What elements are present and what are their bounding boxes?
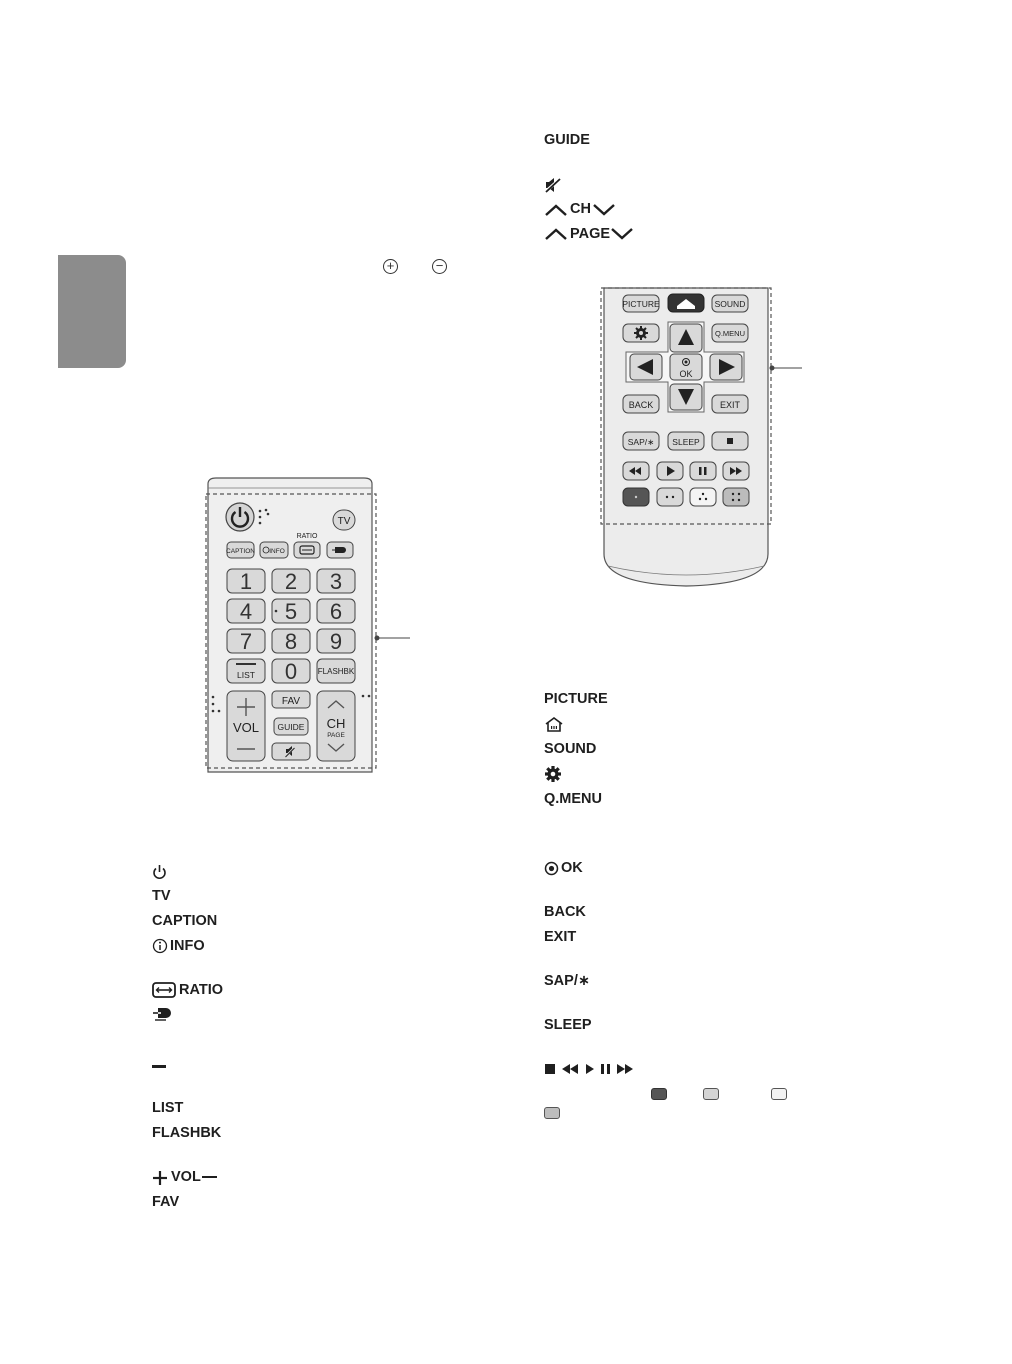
green-button bbox=[657, 488, 683, 506]
right-remote-illustration bbox=[596, 284, 810, 590]
fav-button-label: FAV bbox=[281, 696, 301, 707]
page-down-icon bbox=[610, 227, 634, 241]
blue-button bbox=[723, 488, 749, 506]
sap-button-label: SAP/∗ bbox=[627, 437, 655, 447]
input-icon bbox=[152, 1006, 172, 1022]
legend-tv: TV bbox=[152, 888, 171, 904]
legend-ratio: RATIO bbox=[179, 982, 224, 998]
green-chip-icon bbox=[703, 1088, 719, 1100]
ok-button-label: OK bbox=[679, 369, 693, 379]
digit-8: 8 bbox=[284, 629, 298, 654]
legend-flashbk: FLASHBK bbox=[152, 1125, 222, 1141]
picture-button-label: PICTURE bbox=[622, 299, 660, 309]
ch-down-icon bbox=[592, 203, 616, 217]
dash-icon bbox=[152, 1065, 166, 1068]
power-icon bbox=[152, 864, 167, 880]
yellow-button bbox=[690, 488, 716, 506]
minus-circle-icon: − bbox=[432, 259, 447, 274]
mute-icon bbox=[544, 176, 562, 194]
ratio-icon bbox=[152, 982, 176, 998]
legend-sap: SAP/∗ bbox=[544, 973, 590, 989]
ok-icon bbox=[544, 861, 559, 876]
playback-icons bbox=[544, 1062, 636, 1076]
legend-back: BACK bbox=[544, 904, 586, 920]
blue-chip-icon bbox=[544, 1107, 560, 1119]
power-button bbox=[226, 503, 254, 531]
ratio-label: RATIO bbox=[296, 533, 318, 540]
legend-list: LIST bbox=[152, 1100, 184, 1116]
page-up-icon bbox=[544, 227, 568, 241]
ch-up-icon bbox=[544, 203, 568, 217]
pause-button bbox=[690, 462, 716, 480]
home-icon bbox=[544, 716, 564, 733]
red-chip-icon bbox=[651, 1088, 667, 1100]
page-button-label: PAGE bbox=[327, 732, 345, 739]
digit-5: 5 bbox=[284, 599, 298, 624]
info-icon bbox=[152, 938, 168, 954]
minus-icon bbox=[202, 1176, 217, 1178]
sound-button-label: SOUND bbox=[714, 299, 746, 309]
vol-label: VOL bbox=[232, 720, 260, 735]
digit-9: 9 bbox=[329, 629, 343, 654]
legend-qmenu: Q.MENU bbox=[544, 791, 602, 807]
digit-3: 3 bbox=[329, 569, 343, 594]
exit-button-label: EXIT bbox=[719, 400, 741, 410]
digit-7: 7 bbox=[239, 629, 253, 654]
digit-1: 1 bbox=[239, 569, 253, 594]
guide-label: GUIDE bbox=[544, 132, 590, 148]
left-remote-illustration bbox=[196, 474, 420, 774]
settings-icon bbox=[544, 765, 562, 783]
caption-button-label: CAPTION bbox=[226, 548, 255, 555]
back-button-label: BACK bbox=[628, 400, 654, 410]
guide-button-label: GUIDE bbox=[277, 722, 305, 732]
legend-fav: FAV bbox=[152, 1194, 180, 1210]
tv-button-label: TV bbox=[337, 516, 351, 527]
legend-ok: OK bbox=[561, 860, 583, 876]
digit-0: 0 bbox=[284, 659, 298, 684]
legend-exit: EXIT bbox=[544, 929, 577, 945]
side-tab bbox=[58, 255, 126, 368]
plus-icon bbox=[152, 1170, 168, 1186]
ch-button-label: CH bbox=[326, 716, 346, 731]
list-button-label: LIST bbox=[237, 670, 255, 680]
legend-vol: VOL bbox=[171, 1169, 201, 1185]
page-label: PAGE bbox=[570, 226, 611, 242]
yellow-chip-icon bbox=[771, 1088, 787, 1100]
digit-4: 4 bbox=[239, 599, 253, 624]
legend-caption: CAPTION bbox=[152, 913, 218, 929]
digit-6: 6 bbox=[329, 599, 343, 624]
info-button-label: INFO bbox=[269, 548, 285, 555]
sleep-button-label: SLEEP bbox=[672, 437, 700, 447]
legend-sound: SOUND bbox=[544, 741, 597, 757]
flashbk-button-label: FLASHBK bbox=[317, 667, 355, 676]
qmenu-button-label: Q.MENU bbox=[715, 329, 745, 338]
legend-sleep: SLEEP bbox=[544, 1017, 592, 1033]
legend-info: INFO bbox=[170, 938, 205, 954]
plus-circle-icon: + bbox=[383, 259, 398, 274]
ch-label: CH bbox=[570, 201, 591, 217]
digit-2: 2 bbox=[284, 569, 298, 594]
legend-picture: PICTURE bbox=[544, 691, 608, 707]
